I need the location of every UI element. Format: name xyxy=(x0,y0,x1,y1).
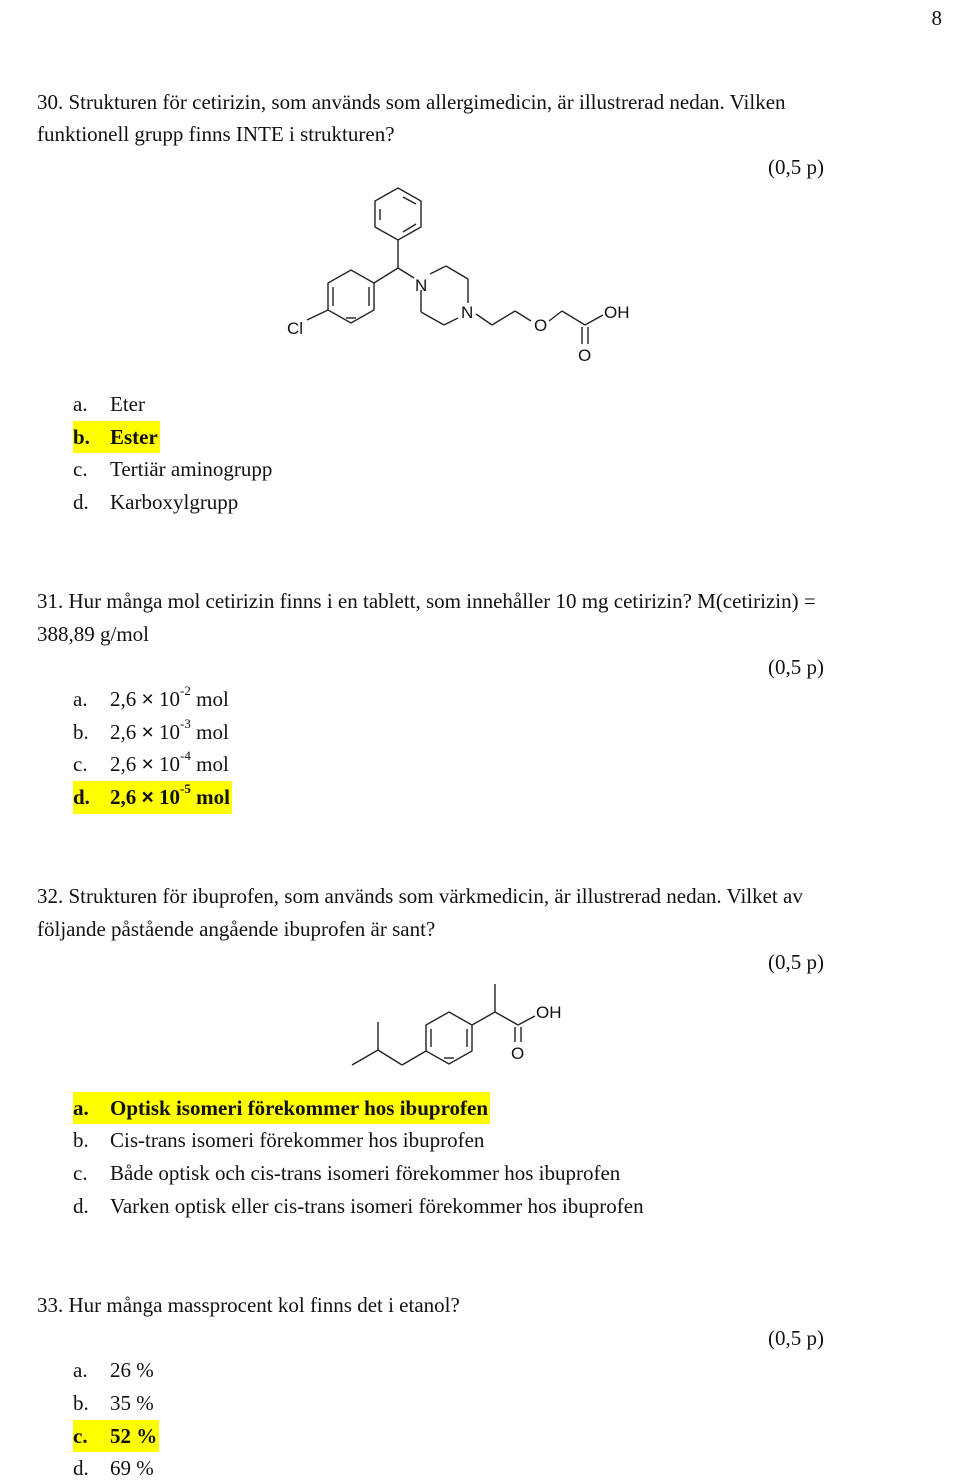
q32-option-d: d. Varken optisk eller cis-trans isomeri förekommer hos ibuprofen xyxy=(73,1194,644,1218)
ibuprofen-bonds xyxy=(352,984,535,1065)
q31-text-line2: 388,89 g/mol xyxy=(37,622,150,646)
chem-label-ibuprofen-o: O xyxy=(511,1044,525,1063)
q32-text-line2: följande påstående angående ibuprofen är sant? xyxy=(37,917,436,941)
q33-option-a: a. 26 % xyxy=(73,1358,154,1382)
q30-text-line1: 30. Strukturen för cetirizin, som används som allergimedicin, är illustrerad nedan. Vilken xyxy=(37,90,786,114)
q30-option-b-correct: b. Ester xyxy=(73,421,160,453)
q30-text-line2: funktionell grupp finns INTE i strukturen? xyxy=(37,122,395,146)
chem-label-ibuprofen-oh: OH xyxy=(536,1003,562,1022)
chem-label-n1: N xyxy=(415,276,428,295)
cetirizine-bonds xyxy=(307,188,603,344)
chem-label-oh: OH xyxy=(604,303,630,322)
q30-points: (0,5 p) xyxy=(768,155,824,179)
q30-option-a: a. Eter xyxy=(73,392,145,416)
q33-option-c-correct: c. 52 % xyxy=(73,1420,159,1452)
chem-label-o-ether: O xyxy=(534,316,548,335)
q31-option-a: a. $2,6 \times 10^{-2}$ mol xyxy=(73,683,229,711)
q33-option-d: d. 69 % xyxy=(73,1456,154,1480)
q31-option-c: c. $2,6 \times 10^{-4}$ mol xyxy=(73,748,229,776)
chem-label-cl: Cl xyxy=(287,319,304,338)
q33-text-line1: 33. Hur många massprocent kol finns det i etanol? xyxy=(37,1293,460,1317)
q32-text-line1: 32. Strukturen för ibuprofen, som används som värkmedicin, är illustrerad nedan. Vilket av xyxy=(37,884,803,908)
q30-option-d: d. Karboxylgrupp xyxy=(73,490,239,514)
q32-option-a-correct: a. Optisk isomeri förekommer hos ibuprofen xyxy=(73,1092,490,1124)
page-number: 8 xyxy=(931,6,942,30)
q31-text-line1: 31. Hur många mol cetirizin finns i en tablett, som innehåller 10 mg cetirizin? M(cetirizin) = xyxy=(37,589,816,613)
q31-option-b: b. $2,6 \times 10^{-3}$ mol xyxy=(73,716,229,744)
q32-option-b: b. Cis-trans isomeri förekommer hos ibuprofen xyxy=(73,1128,485,1152)
chem-label-n2: N xyxy=(461,303,474,322)
chem-label-o-carbonyl: O xyxy=(578,346,592,365)
q31-option-d-correct: d. $2,6 \times 10^{-5}$ mol xyxy=(73,781,232,814)
q30-option-c: c. Tertiär aminogrupp xyxy=(73,457,273,481)
q32-option-c: c. Både optisk och cis-trans isomeri förekommer hos ibuprofen xyxy=(73,1161,621,1185)
q33-points: (0,5 p) xyxy=(768,1326,824,1350)
q32-points: (0,5 p) xyxy=(768,950,824,974)
q31-points: (0,5 p) xyxy=(768,655,824,679)
q33-option-b: b. 35 % xyxy=(73,1391,154,1415)
